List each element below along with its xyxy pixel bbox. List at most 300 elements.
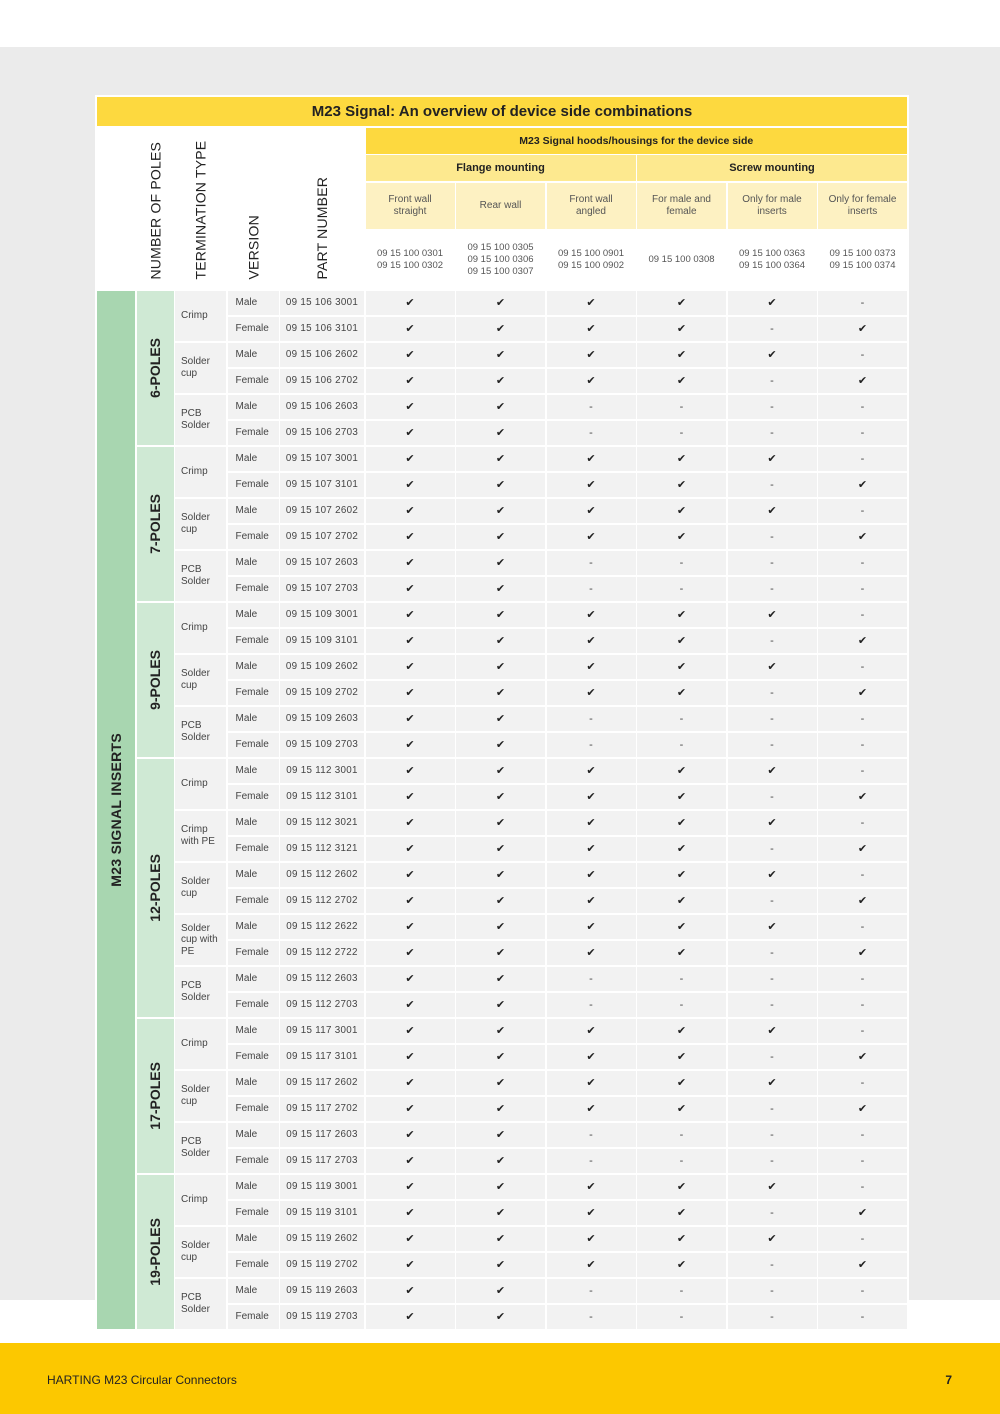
poles-group-label (137, 1175, 174, 1330)
not-compatible-dash: - (818, 1175, 907, 1200)
compatible-check-icon: ✔ (456, 837, 545, 862)
compatible-check-icon: ✔ (728, 291, 817, 316)
termination-type-cell: Crimp (175, 447, 226, 498)
column-header-label: Front wall straight (366, 183, 455, 229)
poles-label-text: 7-POLES (147, 493, 163, 554)
termination-type-cell: PCB Solder (175, 707, 226, 758)
compatible-check-icon: ✔ (456, 1201, 545, 1226)
page-number: 7 (945, 1373, 952, 1387)
version-cell: Male (228, 1227, 279, 1252)
termination-type-cell: PCB Solder (175, 967, 226, 1018)
compatible-check-icon: ✔ (728, 343, 817, 368)
part-number-cell: 09 15 112 3101 (280, 785, 364, 810)
not-compatible-dash: - (728, 421, 817, 446)
compatible-check-icon: ✔ (366, 473, 455, 498)
not-compatible-dash: - (547, 551, 636, 576)
compatible-check-icon: ✔ (366, 1019, 455, 1044)
compatible-check-icon: ✔ (637, 603, 726, 628)
version-cell: Female (228, 1253, 279, 1278)
version-cell: Female (228, 1305, 279, 1330)
version-cell: Female (228, 577, 279, 602)
compatible-check-icon: ✔ (818, 1201, 907, 1226)
part-number-cell: 09 15 109 2602 (280, 655, 364, 680)
column-header-label: Rear wall (456, 183, 545, 229)
compatible-check-icon: ✔ (366, 421, 455, 446)
compatible-check-icon: ✔ (366, 1305, 455, 1330)
not-compatible-dash: - (818, 1279, 907, 1304)
compatible-check-icon: ✔ (366, 1175, 455, 1200)
compatible-check-icon: ✔ (456, 1149, 545, 1174)
not-compatible-dash: - (818, 915, 907, 940)
not-compatible-dash: - (728, 1253, 817, 1278)
compatible-check-icon: ✔ (547, 1071, 636, 1096)
part-number-cell: 09 15 112 3021 (280, 811, 364, 836)
compatible-check-icon: ✔ (637, 759, 726, 784)
compatible-check-icon: ✔ (366, 863, 455, 888)
compatible-check-icon: ✔ (547, 603, 636, 628)
not-compatible-dash: - (728, 1045, 817, 1070)
compatible-check-icon: ✔ (637, 499, 726, 524)
compatible-check-icon: ✔ (728, 1019, 817, 1044)
termination-type-cell: Solder cup (175, 343, 226, 394)
part-number-cell: 09 15 112 2622 (280, 915, 364, 940)
compatible-check-icon: ✔ (637, 1071, 726, 1096)
compatible-check-icon: ✔ (818, 369, 907, 394)
termination-type-cell: Crimp (175, 1175, 226, 1226)
not-compatible-dash: - (728, 681, 817, 706)
not-compatible-dash: - (818, 733, 907, 758)
part-number-cell: 09 15 112 2603 (280, 967, 364, 992)
version-cell: Female (228, 785, 279, 810)
part-number-cell: 09 15 112 3001 (280, 759, 364, 784)
compatible-check-icon: ✔ (456, 603, 545, 628)
compatible-check-icon: ✔ (818, 941, 907, 966)
column-header-label: Front wall angled (547, 183, 636, 229)
version-cell: Female (228, 317, 279, 342)
compatible-check-icon: ✔ (366, 447, 455, 472)
version-cell: Male (228, 863, 279, 888)
m23-signal-inserts-text: M23 SIGNAL INSERTS (108, 732, 124, 887)
compatible-check-icon: ✔ (547, 447, 636, 472)
part-number-cell: 09 15 119 3101 (280, 1201, 364, 1226)
compatible-check-icon: ✔ (456, 343, 545, 368)
column-header-parts: 09 15 100 0373 09 15 100 0374 (818, 230, 907, 289)
table-title: M23 Signal: An overview of device side combinations (97, 97, 907, 126)
compatible-check-icon: ✔ (456, 1123, 545, 1148)
not-compatible-dash: - (637, 421, 726, 446)
compatible-check-icon: ✔ (456, 369, 545, 394)
part-number-cell: 09 15 119 2603 (280, 1279, 364, 1304)
not-compatible-dash: - (818, 1227, 907, 1252)
part-number-cell: 09 15 107 3101 (280, 473, 364, 498)
part-number-cell: 09 15 117 2602 (280, 1071, 364, 1096)
not-compatible-dash: - (547, 577, 636, 602)
poles-group-label (137, 603, 174, 758)
compatible-check-icon: ✔ (456, 889, 545, 914)
not-compatible-dash: - (547, 1123, 636, 1148)
compatible-check-icon: ✔ (456, 1227, 545, 1252)
version-cell: Male (228, 655, 279, 680)
compatible-check-icon: ✔ (366, 655, 455, 680)
compatible-check-icon: ✔ (547, 525, 636, 550)
compatible-check-icon: ✔ (456, 733, 545, 758)
compatible-check-icon: ✔ (637, 941, 726, 966)
compatible-check-icon: ✔ (366, 1149, 455, 1174)
compatible-check-icon: ✔ (456, 1071, 545, 1096)
compatible-check-icon: ✔ (366, 811, 455, 836)
version-cell: Male (228, 759, 279, 784)
version-cell: Male (228, 1175, 279, 1200)
compatible-check-icon: ✔ (547, 1045, 636, 1070)
compatible-check-icon: ✔ (637, 681, 726, 706)
not-compatible-dash: - (818, 421, 907, 446)
column-header-label: Only for male inserts (728, 183, 817, 229)
compatible-check-icon: ✔ (818, 1253, 907, 1278)
part-number-cell: 09 15 117 3101 (280, 1045, 364, 1070)
compatible-check-icon: ✔ (547, 1227, 636, 1252)
compatible-check-icon: ✔ (456, 811, 545, 836)
not-compatible-dash: - (637, 967, 726, 992)
part-number-cell: 09 15 107 3001 (280, 447, 364, 472)
termination-type-cell: Crimp (175, 1019, 226, 1070)
termination-type-cell: Crimp (175, 291, 226, 342)
part-number-cell: 09 15 112 2702 (280, 889, 364, 914)
not-compatible-dash: - (818, 499, 907, 524)
not-compatible-dash: - (728, 941, 817, 966)
poles-label-text: 12-POLES (147, 853, 163, 922)
part-number-cell: 09 15 117 2603 (280, 1123, 364, 1148)
not-compatible-dash: - (728, 473, 817, 498)
compatible-check-icon: ✔ (366, 629, 455, 654)
not-compatible-dash: - (728, 551, 817, 576)
compatible-check-icon: ✔ (456, 421, 545, 446)
compatible-check-icon: ✔ (547, 473, 636, 498)
part-number-cell: 09 15 119 2703 (280, 1305, 364, 1330)
compatible-check-icon: ✔ (637, 1045, 726, 1070)
compatible-check-icon: ✔ (456, 993, 545, 1018)
not-compatible-dash: - (547, 733, 636, 758)
not-compatible-dash: - (547, 707, 636, 732)
compatible-check-icon: ✔ (366, 993, 455, 1018)
not-compatible-dash: - (818, 291, 907, 316)
compatible-check-icon: ✔ (456, 473, 545, 498)
compatible-check-icon: ✔ (456, 577, 545, 602)
not-compatible-dash: - (728, 1123, 817, 1148)
compatible-check-icon: ✔ (456, 863, 545, 888)
not-compatible-dash: - (637, 1123, 726, 1148)
compatible-check-icon: ✔ (366, 395, 455, 420)
compatible-check-icon: ✔ (637, 317, 726, 342)
compatible-check-icon: ✔ (366, 499, 455, 524)
compatible-check-icon: ✔ (366, 1253, 455, 1278)
version-cell: Male (228, 915, 279, 940)
version-cell: Female (228, 421, 279, 446)
not-compatible-dash: - (637, 733, 726, 758)
compatible-check-icon: ✔ (547, 629, 636, 654)
part-number-cell: 09 15 107 2703 (280, 577, 364, 602)
not-compatible-dash: - (547, 421, 636, 446)
not-compatible-dash: - (728, 733, 817, 758)
version-cell: Male (228, 1279, 279, 1304)
compatible-check-icon: ✔ (728, 811, 817, 836)
compatible-check-icon: ✔ (366, 1071, 455, 1096)
version-cell: Female (228, 1201, 279, 1226)
not-compatible-dash: - (818, 577, 907, 602)
termination-type-cell: Solder cup with PE (175, 915, 226, 966)
compatible-check-icon: ✔ (637, 629, 726, 654)
compatible-check-icon: ✔ (366, 889, 455, 914)
column-header-parts: 09 15 100 0305 09 15 100 0306 09 15 100 0307 (456, 230, 545, 289)
compatible-check-icon: ✔ (456, 1175, 545, 1200)
compatible-check-icon: ✔ (818, 785, 907, 810)
column-header-parts: 09 15 100 0901 09 15 100 0902 (547, 230, 636, 289)
compatible-check-icon: ✔ (637, 837, 726, 862)
version-cell: Male (228, 499, 279, 524)
compatible-check-icon: ✔ (547, 915, 636, 940)
compatible-check-icon: ✔ (366, 291, 455, 316)
version-cell: Male (228, 707, 279, 732)
version-cell: Male (228, 395, 279, 420)
compatible-check-icon: ✔ (366, 1201, 455, 1226)
compatible-check-icon: ✔ (366, 1227, 455, 1252)
compatible-check-icon: ✔ (456, 551, 545, 576)
footer-title: HARTING M23 Circular Connectors (47, 1373, 237, 1387)
compatible-check-icon: ✔ (637, 1175, 726, 1200)
compatible-check-icon: ✔ (547, 1019, 636, 1044)
compatible-check-icon: ✔ (366, 525, 455, 550)
part-number-cell: 09 15 112 2602 (280, 863, 364, 888)
compatible-check-icon: ✔ (366, 941, 455, 966)
compatible-check-icon: ✔ (456, 941, 545, 966)
column-header-label: Only for female inserts (818, 183, 907, 229)
compatible-check-icon: ✔ (547, 681, 636, 706)
not-compatible-dash: - (728, 1279, 817, 1304)
termination-type-cell: PCB Solder (175, 1279, 226, 1330)
not-compatible-dash: - (728, 395, 817, 420)
not-compatible-dash: - (728, 525, 817, 550)
compatible-check-icon: ✔ (366, 707, 455, 732)
compatible-check-icon: ✔ (456, 1279, 545, 1304)
not-compatible-dash: - (818, 447, 907, 472)
not-compatible-dash: - (547, 395, 636, 420)
compatible-check-icon: ✔ (818, 473, 907, 498)
termination-type-cell: Crimp (175, 603, 226, 654)
poles-label-text: 9-POLES (147, 649, 163, 710)
not-compatible-dash: - (547, 1305, 636, 1330)
compatible-check-icon: ✔ (728, 863, 817, 888)
compatible-check-icon: ✔ (818, 629, 907, 654)
compatible-check-icon: ✔ (547, 369, 636, 394)
column-header-parts: 09 15 100 0363 09 15 100 0364 (728, 230, 817, 289)
compatible-check-icon: ✔ (547, 317, 636, 342)
compatible-check-icon: ✔ (637, 447, 726, 472)
not-compatible-dash: - (637, 707, 726, 732)
compatible-check-icon: ✔ (456, 681, 545, 706)
version-header: VERSION (228, 128, 279, 290)
not-compatible-dash: - (547, 967, 636, 992)
compatible-check-icon: ✔ (456, 291, 545, 316)
termination-type-cell: Solder cup (175, 499, 226, 550)
poles-label-text: 6-POLES (147, 337, 163, 398)
column-header-label: For male and female (637, 183, 726, 229)
compatible-check-icon: ✔ (366, 915, 455, 940)
version-cell: Female (228, 1045, 279, 1070)
not-compatible-dash: - (728, 785, 817, 810)
part-number-cell: 09 15 119 2602 (280, 1227, 364, 1252)
compatible-check-icon: ✔ (637, 1227, 726, 1252)
column-header-parts: 09 15 100 0308 (637, 230, 726, 289)
part-number-cell: 09 15 106 2702 (280, 369, 364, 394)
not-compatible-dash: - (818, 343, 907, 368)
compatible-check-icon: ✔ (366, 603, 455, 628)
part-number-cell: 09 15 106 2703 (280, 421, 364, 446)
compatible-check-icon: ✔ (366, 681, 455, 706)
not-compatible-dash: - (818, 967, 907, 992)
part-number-cell: 09 15 117 2702 (280, 1097, 364, 1122)
poles-label-text: 19-POLES (147, 1217, 163, 1286)
not-compatible-dash: - (728, 1201, 817, 1226)
compatible-check-icon: ✔ (547, 837, 636, 862)
not-compatible-dash: - (637, 993, 726, 1018)
compatible-check-icon: ✔ (456, 759, 545, 784)
compatible-check-icon: ✔ (637, 369, 726, 394)
compatible-check-icon: ✔ (637, 811, 726, 836)
compatible-check-icon: ✔ (547, 811, 636, 836)
part-number-cell: 09 15 112 2703 (280, 993, 364, 1018)
termination-type-cell: PCB Solder (175, 551, 226, 602)
compatible-check-icon: ✔ (547, 1175, 636, 1200)
compatible-check-icon: ✔ (728, 1227, 817, 1252)
compatible-check-icon: ✔ (547, 343, 636, 368)
compatible-check-icon: ✔ (637, 291, 726, 316)
version-cell: Female (228, 369, 279, 394)
part-number-cell: 09 15 119 3001 (280, 1175, 364, 1200)
compatible-check-icon: ✔ (637, 473, 726, 498)
not-compatible-dash: - (728, 993, 817, 1018)
termination-type-header: TERMINATION TYPE (175, 128, 226, 290)
poles-group-label (137, 447, 174, 602)
compatible-check-icon: ✔ (456, 1019, 545, 1044)
compatible-check-icon: ✔ (728, 655, 817, 680)
poles-group-label (137, 291, 174, 446)
not-compatible-dash: - (818, 863, 907, 888)
not-compatible-dash: - (818, 603, 907, 628)
compatible-check-icon: ✔ (818, 681, 907, 706)
part-number-cell: 09 15 109 2703 (280, 733, 364, 758)
compatible-check-icon: ✔ (547, 941, 636, 966)
termination-type-cell: PCB Solder (175, 395, 226, 446)
not-compatible-dash: - (818, 759, 907, 784)
part-number-cell: 09 15 112 2722 (280, 941, 364, 966)
not-compatible-dash: - (728, 1149, 817, 1174)
termination-type-cell: Solder cup (175, 1071, 226, 1122)
part-number-cell: 09 15 109 2603 (280, 707, 364, 732)
compatible-check-icon: ✔ (547, 291, 636, 316)
compatible-check-icon: ✔ (818, 1045, 907, 1070)
not-compatible-dash: - (728, 1097, 817, 1122)
compatible-check-icon: ✔ (456, 317, 545, 342)
not-compatible-dash: - (637, 1305, 726, 1330)
not-compatible-dash: - (547, 1279, 636, 1304)
version-cell: Female (228, 993, 279, 1018)
version-cell: Male (228, 1019, 279, 1044)
compatible-check-icon: ✔ (366, 759, 455, 784)
part-number-cell: 09 15 106 3001 (280, 291, 364, 316)
version-cell: Female (228, 1097, 279, 1122)
compatible-check-icon: ✔ (456, 1045, 545, 1070)
compatible-check-icon: ✔ (547, 1253, 636, 1278)
compatible-check-icon: ✔ (366, 369, 455, 394)
version-cell: Male (228, 551, 279, 576)
compatible-check-icon: ✔ (456, 785, 545, 810)
part-number-cell: 09 15 106 2602 (280, 343, 364, 368)
part-number-cell: 09 15 109 3001 (280, 603, 364, 628)
compatible-check-icon: ✔ (366, 577, 455, 602)
not-compatible-dash: - (637, 1279, 726, 1304)
not-compatible-dash: - (728, 317, 817, 342)
compatible-check-icon: ✔ (637, 889, 726, 914)
termination-type-cell: Solder cup (175, 863, 226, 914)
not-compatible-dash: - (728, 369, 817, 394)
compatible-check-icon: ✔ (818, 837, 907, 862)
compatible-check-icon: ✔ (637, 1019, 726, 1044)
version-cell: Male (228, 967, 279, 992)
not-compatible-dash: - (818, 993, 907, 1018)
blank-header-cell (97, 128, 135, 290)
compatible-check-icon: ✔ (637, 915, 726, 940)
compatible-check-icon: ✔ (728, 447, 817, 472)
not-compatible-dash: - (818, 655, 907, 680)
compatible-check-icon: ✔ (456, 629, 545, 654)
column-header-parts: 09 15 100 0301 09 15 100 0302 (366, 230, 455, 289)
hoods-header: M23 Signal hoods/housings for the device side (366, 128, 908, 154)
compatible-check-icon: ✔ (366, 317, 455, 342)
compatible-check-icon: ✔ (547, 1201, 636, 1226)
compatible-check-icon: ✔ (818, 1097, 907, 1122)
part-number-cell: 09 15 109 3101 (280, 629, 364, 654)
compatible-check-icon: ✔ (366, 1279, 455, 1304)
not-compatible-dash: - (818, 1305, 907, 1330)
not-compatible-dash: - (818, 811, 907, 836)
compatible-check-icon: ✔ (547, 499, 636, 524)
not-compatible-dash: - (818, 1019, 907, 1044)
part-number-cell: 09 15 119 2702 (280, 1253, 364, 1278)
termination-type-cell: Solder cup (175, 655, 226, 706)
compatible-check-icon: ✔ (637, 655, 726, 680)
flange-mounting-header: Flange mounting (366, 155, 636, 181)
compatible-check-icon: ✔ (728, 759, 817, 784)
version-cell: Female (228, 473, 279, 498)
version-cell: Female (228, 681, 279, 706)
not-compatible-dash: - (818, 551, 907, 576)
version-cell: Male (228, 343, 279, 368)
not-compatible-dash: - (728, 629, 817, 654)
compatible-check-icon: ✔ (637, 343, 726, 368)
compatible-check-icon: ✔ (456, 447, 545, 472)
not-compatible-dash: - (547, 1149, 636, 1174)
compatible-check-icon: ✔ (456, 499, 545, 524)
not-compatible-dash: - (818, 1123, 907, 1148)
version-cell: Female (228, 889, 279, 914)
not-compatible-dash: - (728, 707, 817, 732)
compatible-check-icon: ✔ (637, 525, 726, 550)
part-number-cell: 09 15 112 3121 (280, 837, 364, 862)
compatible-check-icon: ✔ (637, 785, 726, 810)
not-compatible-dash: - (818, 1071, 907, 1096)
compatible-check-icon: ✔ (456, 1305, 545, 1330)
version-cell: Female (228, 941, 279, 966)
not-compatible-dash: - (637, 395, 726, 420)
